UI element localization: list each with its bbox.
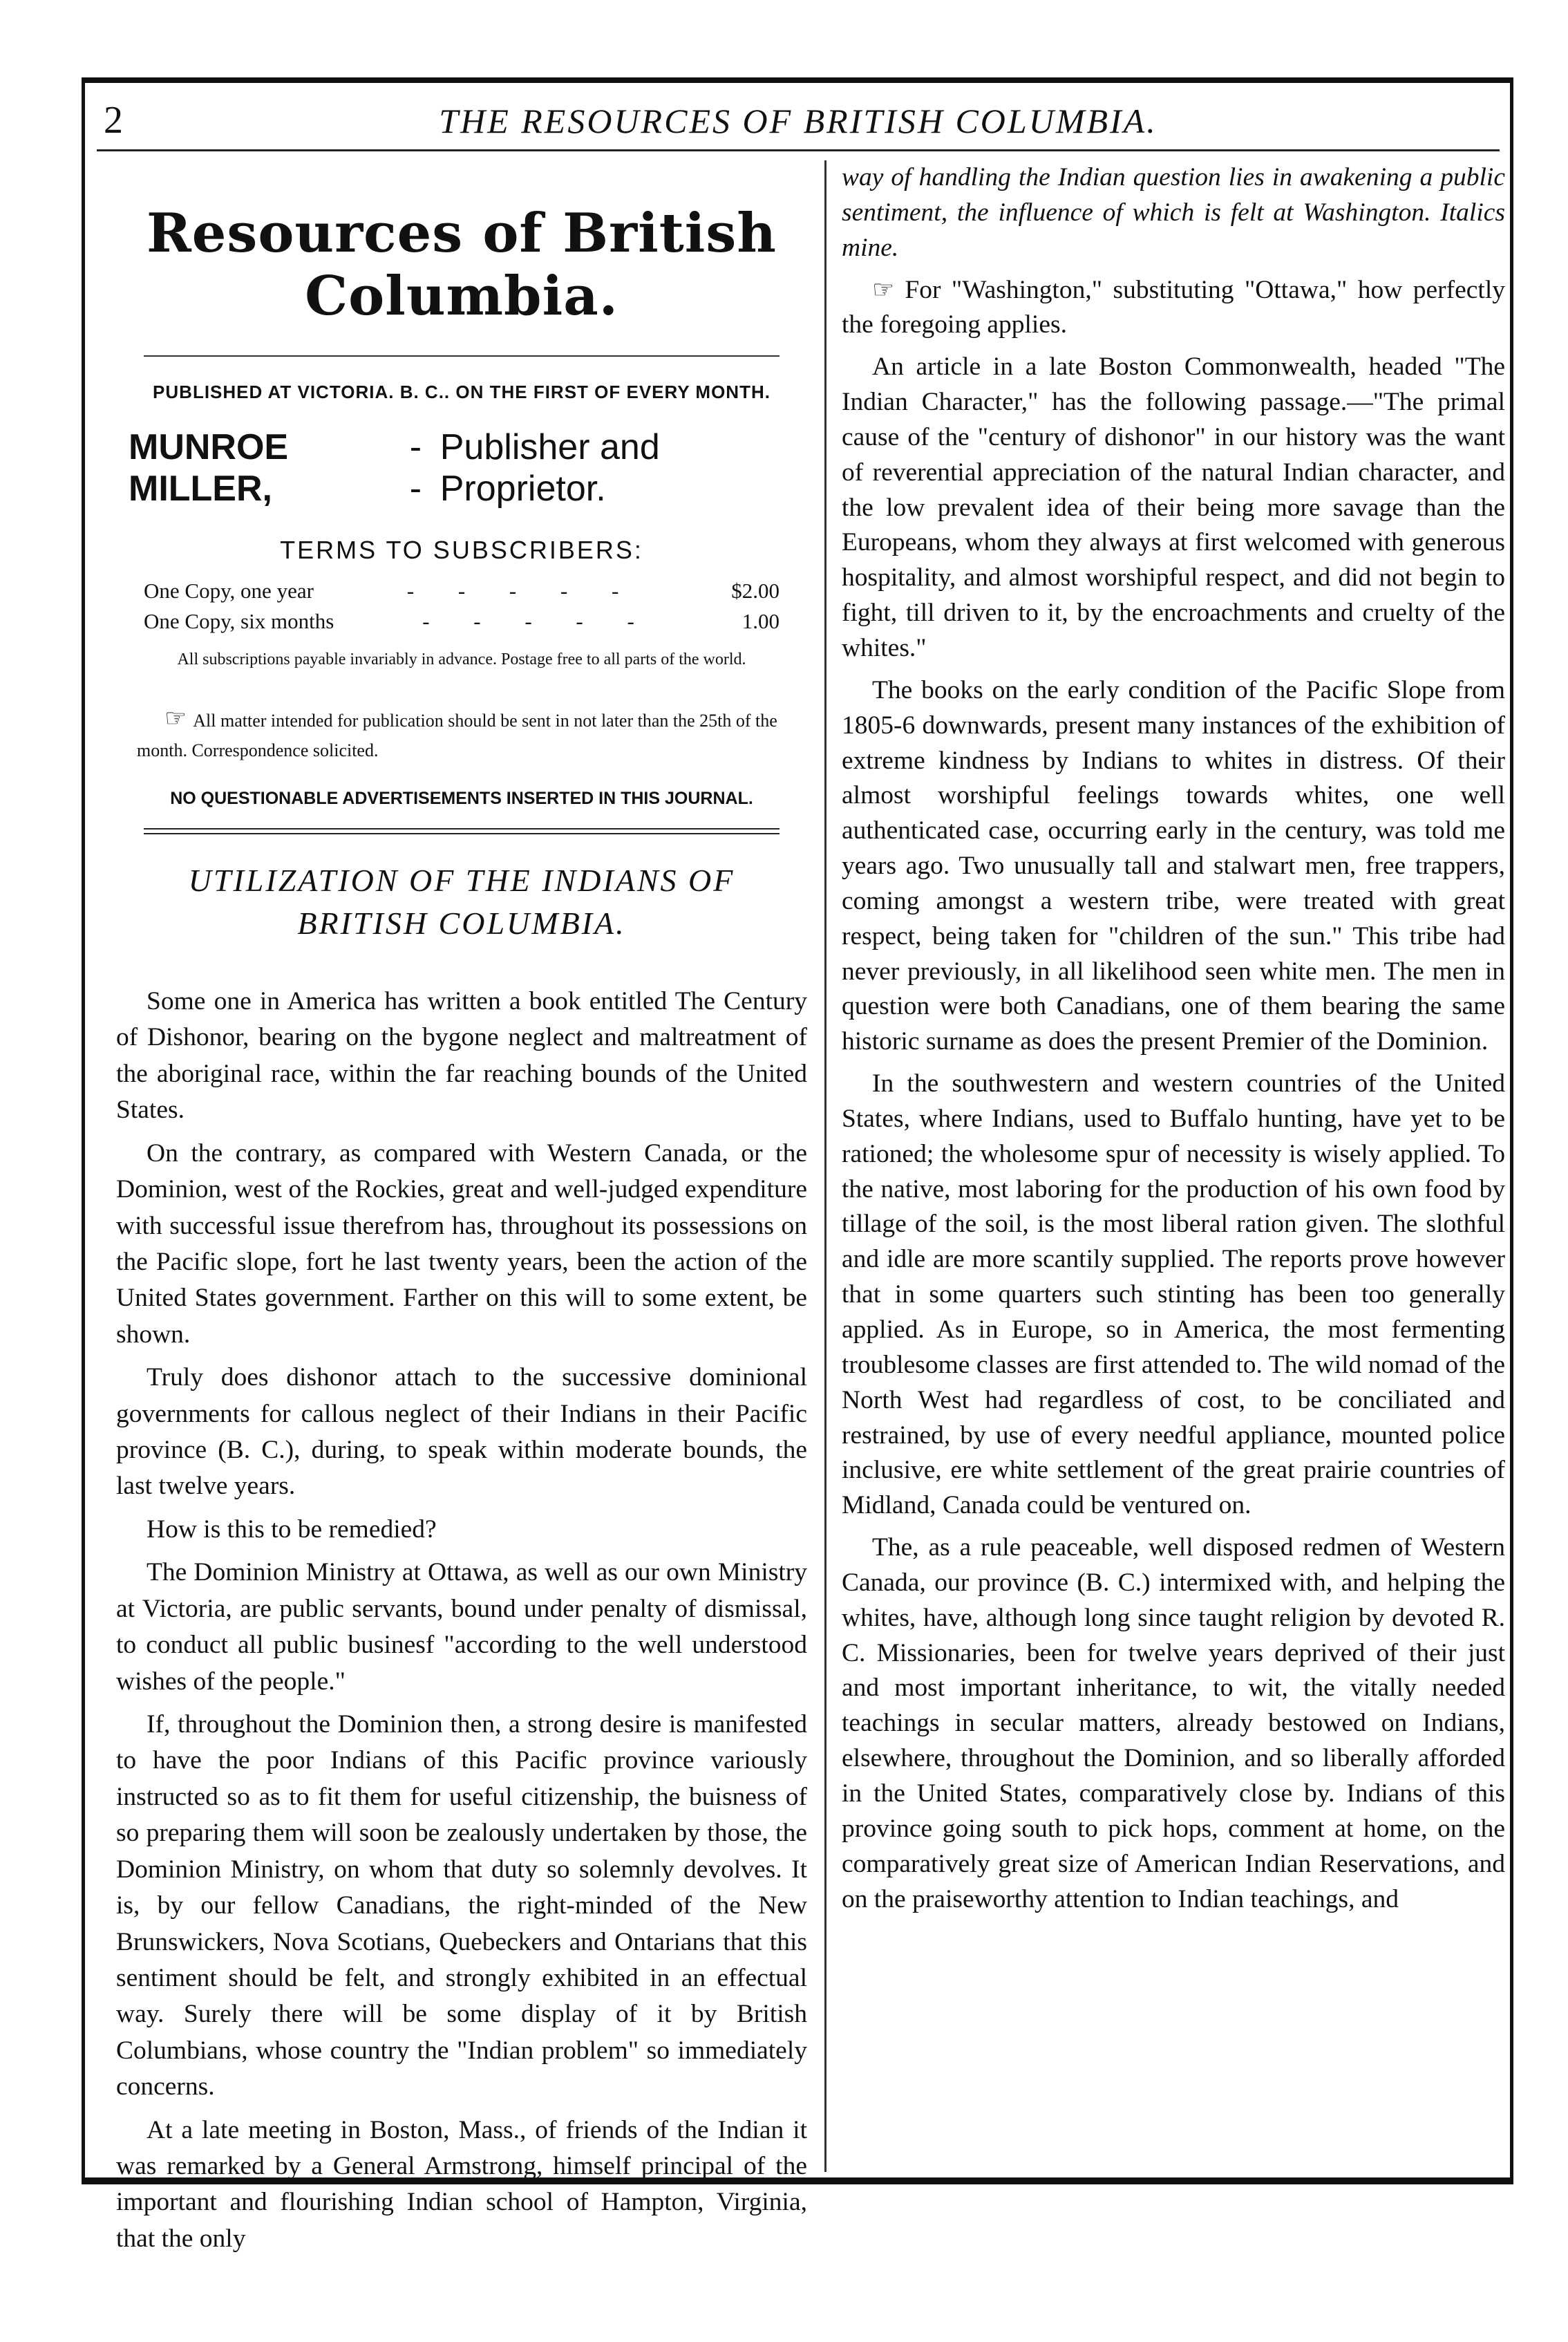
rate-price: 1.00 <box>742 609 780 633</box>
top-border-rule <box>82 77 1513 83</box>
newspaper-page <box>82 77 1513 2253</box>
article-paragraph: At a late meeting in Boston, Mass., of friends of the Indian it was remarked by a General Armstrong, himself principal of the important and flourishing Indian school of Hampton, Virginia, that the only <box>116 2115 807 2253</box>
masthead-title: Resources of British Columbia. <box>146 202 777 328</box>
advertisement-note: NO QUESTIONABLE ADVERTISEMENTS INSERTED IN THIS JOURNAL. <box>170 788 753 808</box>
article-paragraph: If, throughout the Dominion then, a strong desire is manifested to have the poor Indians of this Pacific province variously instructed so as to fit them for useful citizenship, the buisness of so preparing them will soon be zealously undertaken by those, the Dominion Ministry, on whom that duty so solemnly devolves. It is, by our fellow Canadians, the right-minded of the New Brunswickers, Nova Scotians, Quebeckers and Ontarians that this sentiment should be felt, and strongly exhibited in an effectual way. Surely there will be some display of it by British Columbians, whose country the "Indian problem" so immediately concerns. <box>116 1710 807 2101</box>
rate-row <box>144 609 780 634</box>
running-title: THE RESOURCES OF BRITISH COLUMBIA. <box>439 102 1158 140</box>
masthead-rule <box>144 355 780 357</box>
left-border-rule <box>82 77 85 2184</box>
article-paragraph: ☞ For "Washington," substituting "Ottawa," how perfectly the foregoing applies. <box>842 275 1505 339</box>
terms-heading: TERMS TO SUBSCRIBERS: <box>280 536 643 564</box>
header-rule <box>97 149 1500 151</box>
publisher-name: MUNROE MILLER, <box>129 427 289 509</box>
article-title <box>116 859 807 945</box>
article-paragraph: Some one in America has written a book entitled The Century of Dishonor, bearing on the bygone neglect and maltreatment of the aboriginal race, within the far reaching bounds of the United States. <box>116 986 807 1125</box>
publisher-separator: - - <box>409 427 422 509</box>
pointing-hand-icon: ☞ <box>164 704 193 732</box>
article-title-line: BRITISH COLUMBIA. <box>297 905 626 941</box>
payment-note: All subscriptions payable invariably in advance. Postage free to all parts of the world. <box>177 650 746 668</box>
publisher-role: Publisher and Proprietor. <box>440 427 660 509</box>
running-head <box>97 98 1500 153</box>
article-paragraph: Truly does dishonor attach to the successive dominional governments for callous neglect of their Indians in their Pacific province (B. C.), during, to speak within moderate bounds, the last twelve years. <box>116 1363 807 1501</box>
page-number: 2 <box>104 99 123 142</box>
pointing-hand-icon: ☞ <box>872 275 905 303</box>
rate-row <box>144 579 780 603</box>
article-paragraph: The books on the early condition of the Pacific Slope from 1805-6 downwards, present many instances of the exhibition of extreme kindness by Indians to whites in distress. Of their almost worshipful feelings towards whites, one well authenticated case, occurring early in the century, was told me years ago. Two unusually tall and stalwart men, free trappers, coming amongst a western tribe, were treated with great respect, being taken for "children of the sun." This tribe had never previously, in all likelihood seen white men. The men in question were both Canadians, one of them bearing the same historic surname as does the present Premier of the Dominion. <box>842 675 1505 1056</box>
article-paragraph: On the contrary, as compared with Western Canada, or the Dominion, west of the Rockies, great and well-judged expenditure with successful issue therefrom has, throughout its possessions on the Pacific slope, fort he last twenty years, been the action of the United States government. Farther on this will to some extent, be shown. <box>116 1139 807 1349</box>
article-paragraph: In the southwestern and western countries of the United States, where Indians, used to Buffalo hunting, have yet to be rationed; the wholesome spur of necessity is wisely applied. To the native, most laboring for the production of his own food by tillage of the soil, is the most liberal ration given. The slothful and idle are more scantily supplied. The reports prove however that in some quarters such stinting has been too generally applied. As in Europe, so in America, the most fermenting troublesome classes are first attended to. The wild nomad of the North West had regardless of cost, to be conciliated and restrained, by use of every needful appliance, mounted police inclusive, ere white settlement of the great prairie countries of Midland, Canada could be ventured on. <box>842 1069 1505 1520</box>
left-column <box>116 160 807 2264</box>
article-paragraph: way of handling the Indian question lies in awakening a public sentiment, the influence of which is felt at Washington. Italics mine. <box>842 163 1505 262</box>
rate-price: $2.00 <box>731 579 780 603</box>
rate-label: One Copy, one year <box>144 579 314 603</box>
right-column <box>842 160 1505 1924</box>
leader-dots: - - - - - <box>422 609 654 633</box>
article-paragraph: The, as a rule peaceable, well disposed redmen of Western Canada, our province (B. C.) intermixed with, and helping the whites, have, although long since taught religion by devoted R. C. Missionaries, been for twelve years deprived of their just and most important inheritance, to wit, the vitally needed teachings in secular matters, already bestowed on Indians, elsewhere, throughout the Dominion, and so liberally afforded in the United States, comparatively close by. Indians of this province going south to pick hops, comment at home, on the comparatively great size of American Indian Reservations, and on the praiseworthy attention to Indian teachings, and <box>842 1533 1505 1913</box>
article-paragraph: The Dominion Ministry at Ottawa, as well as our own Ministry at Victoria, are public servants, bound under penalty of dismissal, to conduct all public businesf "according to the well understood wishes of the people." <box>116 1558 807 1696</box>
article-title-line: UTILIZATION OF THE INDIANS OF <box>188 862 735 898</box>
rate-label: One Copy, six months <box>144 609 334 633</box>
article-paragraph: How is this to be remedied? <box>147 1515 437 1544</box>
publication-info: PUBLISHED AT VICTORIA. B. C.. ON THE FIRST OF EVERY MONTH. <box>153 382 771 402</box>
double-rule <box>144 828 780 834</box>
contribution-note: ☞ All matter intended for publication should be sent in not later than the 25th of the month. Correspondence solicited. <box>137 704 777 760</box>
leader-dots: - - - - - <box>406 579 639 603</box>
publisher-line <box>129 427 795 509</box>
column-divider <box>824 160 826 2172</box>
right-border-rule <box>1510 77 1513 2184</box>
article-paragraph: An article in a late Boston Commonwealth, headed "The Indian Character," has the following passage.—"The primal cause of the "century of dishonor" in our history was the want of reverential appreciation of the natural Indian character, and the low prevalent idea of their being more savage than the Europeans, whom they always at first welcomed with generous hospitality, and almost worshipful respect, and did not begin to fight, till driven to it, by the encroachments and cruelty of the whites." <box>842 353 1505 662</box>
